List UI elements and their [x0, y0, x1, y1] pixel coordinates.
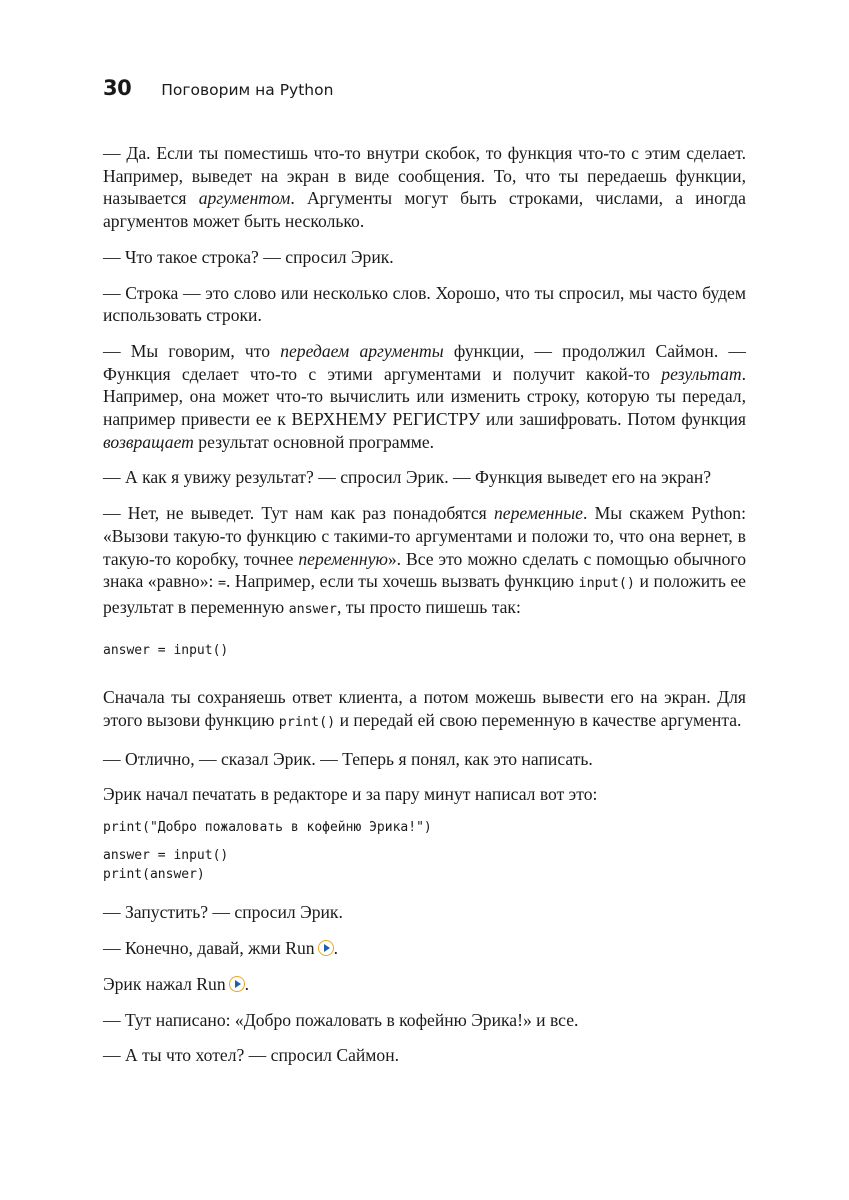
page-body [103, 142, 746, 1080]
run-button-icon [318, 940, 334, 956]
run-button-icon [229, 976, 245, 992]
text: . Например, она может что-то вычислить или изменить строку, которую ты передал, например привести ее к ВЕРХНЕМУ РЕГИСТРУ или зашифровать. Потом функция [103, 363, 746, 430]
text: Эрик нажал Run [103, 973, 226, 994]
inline-code: = [217, 576, 226, 592]
paragraph-eric-understood: — Отлично, — сказал Эрик. — Теперь я понял, как это написать. [103, 748, 593, 769]
text: и положить ее результат в переменную [103, 571, 746, 617]
paragraph-eric-pressed-run [103, 973, 746, 996]
inline-code: print() [278, 714, 336, 730]
paragraph-variables [103, 502, 746, 622]
paragraph-output-shown: — Тут написано: «Добро пожаловать в кофейню Эрика!» и все. [103, 1009, 579, 1030]
text: ». Все это можно сделать с помощью обычного знака «равно»: [103, 548, 746, 592]
code-block-answer-input: answer = input() [103, 642, 229, 658]
paragraph-run-question: — Запустить? — спросил Эрик. [103, 902, 343, 923]
emphasis-term: результат [661, 363, 742, 384]
text: . [244, 973, 250, 994]
emphasis-term: передаем аргументы [280, 340, 444, 361]
page-header [103, 76, 333, 100]
paragraph-arguments [103, 142, 746, 233]
paragraph-simon-question: — А ты что хотел? — спросил Саймон. [103, 1045, 400, 1066]
text: и передай ей свою переменную в качестве аргумента. [335, 709, 742, 730]
code-block-print-welcome: print("Добро пожаловать в кофейню Эрика!") [103, 819, 432, 835]
inline-code: input() [578, 576, 635, 592]
emphasis-term: переменную [298, 548, 388, 569]
emphasis-term: аргументом [198, 188, 291, 209]
paragraph-question-string: — Что такое строка? — спросил Эрик. [103, 246, 394, 267]
paragraph-eric-typing: Эрик начал печатать в редакторе и за пару минут написал вот это: [103, 784, 598, 805]
text: , ты просто пишешь так: [336, 596, 521, 617]
paragraph-press-run [103, 937, 746, 960]
text: . Мы скажем Python: «Вызови такую-то функцию с такими-то аргументами и положи то, что она вернет, в такую-то коробку, точнее [103, 503, 746, 569]
running-title: Поговорим на Python [161, 81, 334, 99]
paragraph-question-result: — А как я увижу результат? — спросил Эрик. — Функция выведет его на экран? [103, 467, 712, 488]
emphasis-term: возвращает [103, 431, 194, 452]
page-number: 30 [103, 76, 132, 100]
text: — Да. Если ты поместишь что-то внутри скобок, то функция что-то с этим сделает. Например, выведет на экран в виде сообщения. То, что ты передаешь функции, называется [103, 143, 746, 209]
text: . [333, 938, 338, 959]
text: . Аргументы могут быть строками, числами, а иногда аргументов может быть несколько. [103, 188, 746, 232]
text: . Например, если ты хочешь вызвать функцию [226, 571, 579, 592]
paragraph-string-definition: — Строка — это слово или несколько слов. Хорошо, что ты спросил, мы часто будем использовать строки. [103, 282, 746, 326]
text: функции, — продолжил Саймон. — Функция сделает что-то с этими аргументами и получит какой-то [103, 340, 746, 384]
text: — Нет, не выведет. Тут нам как раз понадобятся [103, 503, 494, 524]
emphasis-term: переменные [493, 503, 583, 524]
paragraph-print-explanation [103, 686, 746, 734]
text: — Мы говорим, что [103, 340, 281, 361]
code-block-answer-print: answer = input() print(answer) [103, 848, 229, 882]
paragraph-passing-arguments [103, 340, 746, 454]
inline-code: answer [288, 601, 337, 617]
text: Сначала ты сохраняешь ответ клиента, а потом можешь вывести его на экран. Для этого вызови функцию [103, 687, 746, 730]
text: результат основной программе. [193, 431, 435, 452]
text: — Конечно, давай, жми Run [103, 938, 315, 959]
